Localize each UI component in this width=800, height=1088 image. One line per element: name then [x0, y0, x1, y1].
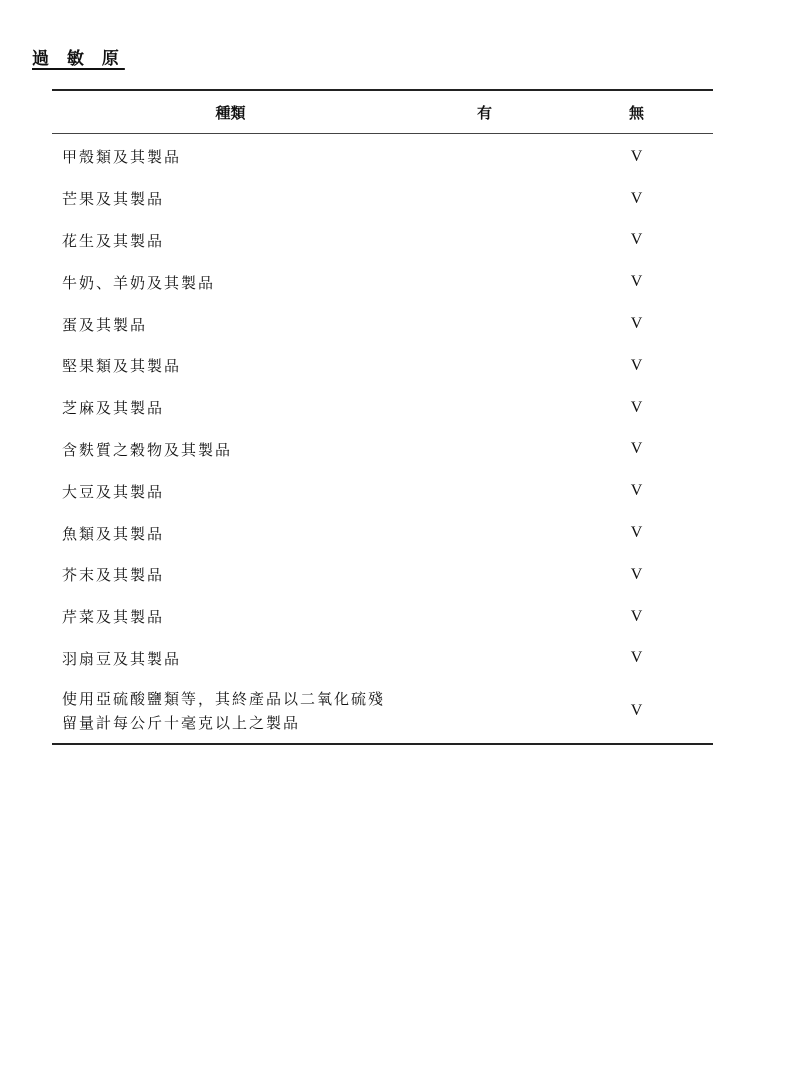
- table-row: [52, 134, 713, 178]
- contains-no-cell: V: [630, 440, 643, 458]
- contains-no-cell: V: [630, 315, 643, 333]
- table-row: [52, 345, 713, 387]
- allergen-type-cell: 花生及其製品: [62, 231, 165, 250]
- table-row: [52, 303, 713, 345]
- table-row: [52, 261, 713, 303]
- contains-yes-cell: [409, 596, 560, 638]
- table-row: [52, 429, 713, 471]
- allergen-type-cell: 大豆及其製品: [62, 482, 165, 501]
- allergen-type-cell: 芒果及其製品: [62, 190, 165, 209]
- contains-no-cell: V: [630, 273, 643, 291]
- allergen-table: [52, 89, 713, 745]
- contains-no-cell: V: [630, 607, 643, 625]
- contains-yes-cell: [409, 554, 560, 596]
- contains-yes-cell: [409, 470, 560, 512]
- contains-no-cell: V: [630, 524, 643, 542]
- contains-no-cell: V: [630, 649, 643, 667]
- table-row: [52, 220, 713, 262]
- column-header-no: 無: [560, 90, 713, 134]
- contains-yes-cell: [409, 134, 560, 178]
- table-row: [52, 178, 713, 220]
- table-row: [52, 470, 713, 512]
- table-row: [52, 554, 713, 596]
- allergen-type-cell: 羽扇豆及其製品: [62, 649, 182, 668]
- contains-no-cell: V: [630, 147, 643, 165]
- allergen-type-cell: [52, 679, 409, 744]
- contains-yes-cell: [409, 638, 560, 680]
- contains-no-cell: V: [630, 482, 643, 500]
- column-header-type: 種類: [52, 90, 409, 134]
- allergen-type-cell: 芥末及其製品: [62, 566, 165, 585]
- allergen-type-cell: 魚類及其製品: [62, 524, 165, 543]
- allergen-type-cell: 芝麻及其製品: [62, 399, 165, 418]
- contains-no-cell: V: [630, 565, 643, 583]
- contains-yes-cell: [409, 178, 560, 220]
- section-title: 過 敏 原: [32, 49, 125, 69]
- contains-yes-cell: [409, 261, 560, 303]
- contains-yes-cell: [409, 387, 560, 429]
- table-row: [52, 512, 713, 554]
- contains-yes-cell: [409, 345, 560, 387]
- contains-no-cell: V: [630, 231, 643, 249]
- allergen-type-cell: 含麩質之穀物及其製品: [62, 440, 233, 459]
- contains-yes-cell: [409, 303, 560, 345]
- allergen-type-cell: 堅果類及其製品: [62, 357, 182, 376]
- allergen-type-cell: 甲殼類及其製品: [62, 148, 182, 167]
- table-row: [52, 596, 713, 638]
- contains-no-cell: V: [630, 189, 643, 207]
- allergen-type-cell: 蛋及其製品: [62, 315, 148, 334]
- allergen-type-line-2: 留量計每公斤十毫克以上之製品: [62, 714, 301, 733]
- contains-no-cell: V: [630, 398, 643, 416]
- contains-no-cell: V: [630, 356, 643, 374]
- table-header-row: [52, 90, 713, 134]
- allergen-type-line-1: 使用亞硫酸鹽類等，其終產品以二氧化硫殘: [62, 690, 386, 709]
- allergen-type-cell: 芹菜及其製品: [62, 608, 165, 627]
- table-row: [52, 679, 713, 744]
- contains-yes-cell: [409, 679, 560, 744]
- table-row: [52, 387, 713, 429]
- allergen-type-cell: 牛奶、羊奶及其製品: [62, 273, 216, 292]
- contains-yes-cell: [409, 429, 560, 471]
- contains-yes-cell: [409, 512, 560, 554]
- contains-yes-cell: [409, 220, 560, 262]
- column-header-yes: 有: [409, 90, 560, 134]
- contains-no-cell: V: [630, 702, 643, 720]
- table-row: [52, 638, 713, 680]
